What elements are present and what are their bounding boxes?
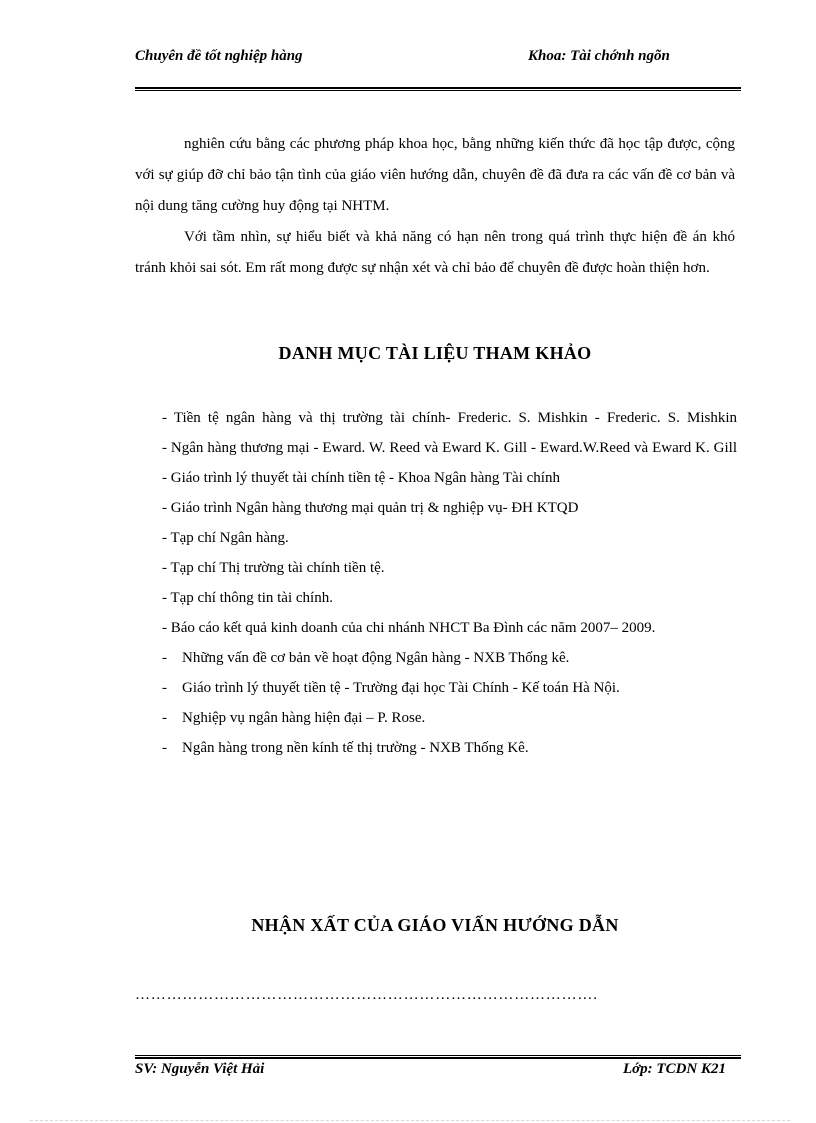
page-edge <box>30 1120 790 1121</box>
reference-item: - Tạp chí thông tin tài chính. <box>162 590 333 606</box>
reference-text: Những vấn đề cơ bản về hoạt động Ngân hàng - NXB Thống kê. <box>182 650 570 666</box>
list-dash: - <box>162 680 167 696</box>
references-list <box>135 403 737 763</box>
list-dash: - <box>162 740 167 756</box>
reference-item <box>135 703 737 733</box>
reference-item: - Ngân hàng thương mại - Eward. W. Reed và Eward K. Gill - Eward.W.Reed và Eward K. Gill <box>162 440 737 456</box>
footer-student: SV: Nguyễn Việt Hải <box>135 1061 265 1077</box>
comment-dotted-line: ……………………………………………………………………………. <box>135 987 598 1003</box>
reference-item: - Giáo trình Ngân hàng thương mại quản trị & nghiệp vụ- ĐH KTQD <box>162 500 579 516</box>
reference-item: - Tiền tệ ngân hàng và thị trường tài chính- Frederic. S. Mishkin - Frederic. S. Mishkin <box>162 410 737 426</box>
reference-item <box>135 673 737 703</box>
body-paragraph: nghiên cứu bằng các phương pháp khoa học, bằng những kiến thức đã học tập được, cộng với sự giúp đỡ chỉ bảo tận tình của giáo viên hướng dẫn, chuyên đề đã đưa ra các vấn đề cơ bản và nội dung tăng cường huy động tại NHTM. <box>135 136 735 214</box>
list-dash: - <box>162 650 167 666</box>
comment-title: NHẬN XẤT CỦA GIÁO VIẤN HƯỚNG DẪN <box>251 915 619 935</box>
reference-item: - Giáo trình lý thuyết tài chính tiền tệ - Khoa Ngân hàng Tài chính <box>162 470 560 486</box>
references-title: DANH MỤC TÀI LIỆU THAM KHẢO <box>278 343 592 363</box>
reference-text: Nghiệp vụ ngân hàng hiện đại – P. Rose. <box>182 710 426 726</box>
reference-text: Giáo trình lý thuyết tiền tệ - Trường đại học Tài Chính - Kế toán Hà Nội. <box>182 680 620 696</box>
reference-item: - Tạp chí Ngân hàng. <box>162 530 289 546</box>
reference-item <box>135 733 737 763</box>
reference-text: Ngân hàng trong nền kính tế thị trường - NXB Thống Kê. <box>182 740 529 756</box>
reference-item: - Tạp chí Thị trường tài chính tiền tệ. <box>162 560 385 576</box>
footer-divider <box>135 1055 741 1059</box>
reference-item <box>135 643 737 673</box>
footer-class: Lớp: TCDN K21 <box>622 1061 726 1077</box>
header-left-title: Chuyên đề tốt nghiệp hàng <box>135 48 303 64</box>
body-text <box>135 129 735 284</box>
reference-item: - Báo cáo kết quả kinh doanh của chi nhánh NHCT Ba Đình các năm 2007– 2009. <box>162 620 656 636</box>
header-right-title: Khoa: Tài chớnh ngõn <box>528 48 670 64</box>
list-dash: - <box>162 710 167 726</box>
header-divider <box>135 87 741 91</box>
body-paragraph: Với tầm nhìn, sự hiểu biết và khả năng có hạn nên trong quá trình thực hiện đề án khó tránh khỏi sai sót. Em rất mong được sự nhận xét và chỉ bảo để chuyên đề được hoàn thiện hơn. <box>135 229 735 276</box>
